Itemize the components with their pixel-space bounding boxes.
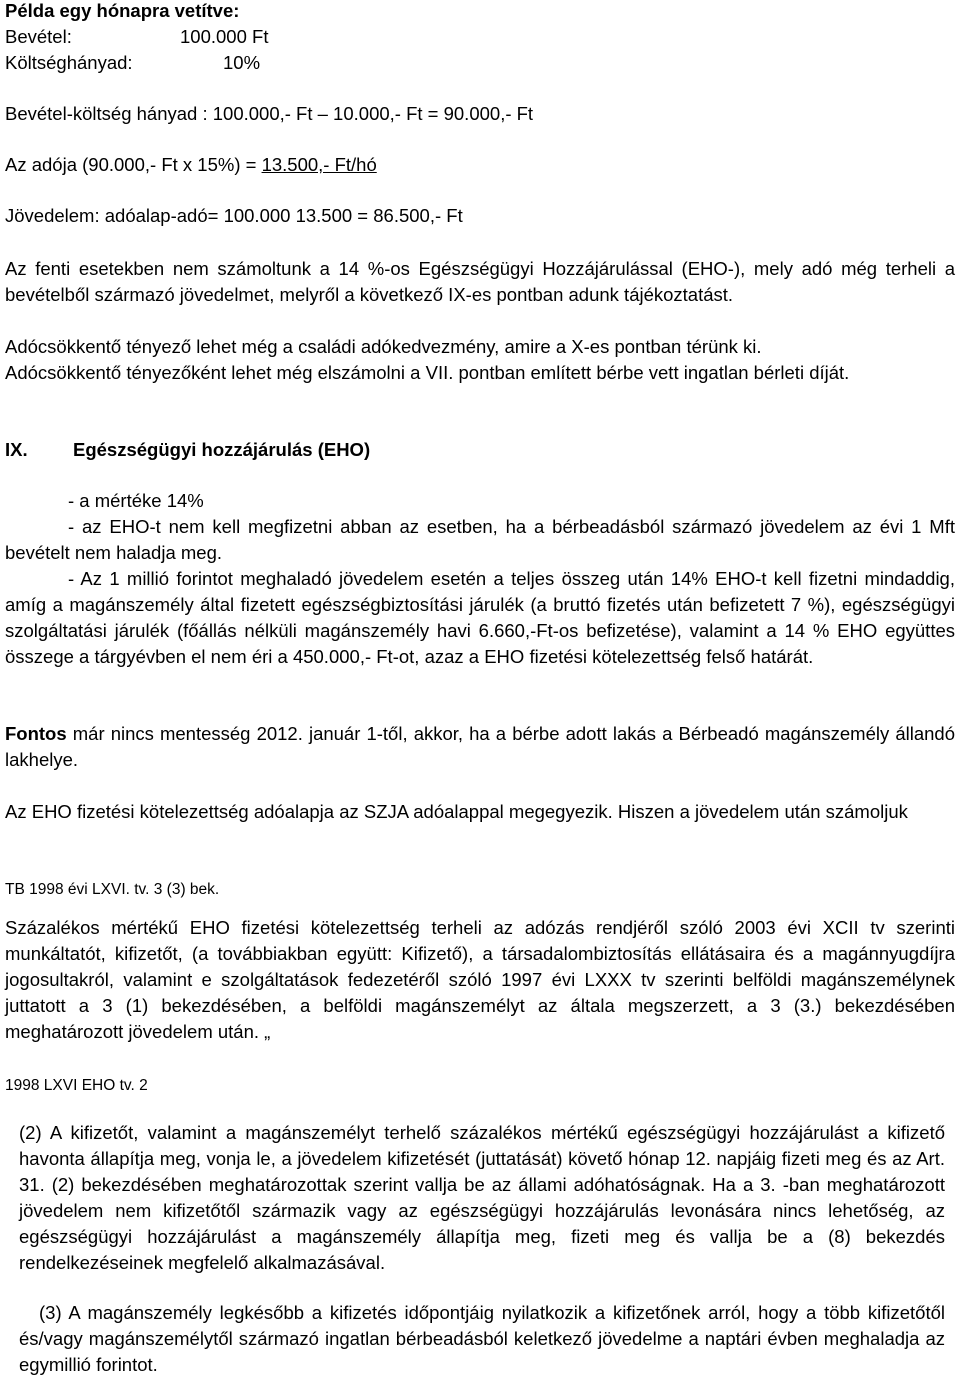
cost-line: [5, 50, 955, 76]
law-reference-tb: TB 1998 évi LXVI. tv. 3 (3) bek.: [5, 881, 220, 898]
quote-paragraph-3: (3) A magánszemély legkésőbb a kifizetés időpontjáig nyilatkozik a kifizetőnek arról, hogy a több kifizetőtől és/vagy magánszemélytől származó ingatlan bérbeadásból keletkező jövedelme a naptári évben meghaladja az egymillió forintot.: [19, 1302, 945, 1375]
cost-label: Költséghányad:: [5, 52, 133, 73]
income-label: Bevétel:: [5, 26, 72, 47]
section-heading: [5, 437, 955, 463]
eho-rate-item: - a mértéke 14%: [68, 490, 204, 511]
intro-paragraph-eho: Az fenti esetekben nem számoltunk a 14 %-os Egészségügyi Hozzájárulással (EHO-), mely adó még terheli a bevételből származó jövedelmet, melyről a következő IX-es pontban adunk tájékoztatást.: [5, 258, 955, 305]
law-paragraph: Százalékos mértékű EHO fizetési kötelezettség terheli az adózás rendjéről szóló 2003 évi XCII tv szerinti munkáltatót, kifizetőt, (a továbbiakban együtt: Kifizető), a társadalombiztosítás ellátásaira és a magánnyugdíjra jogosultakról, valamint e szolgáltatások fedezetéről szóló 1997 évi LXXX tv szerinti belföldi magánszemélynek juttatott a 3 (1) bekezdésében, a belföldi magánszemélyt az általa megszerzett, a 3 (3.) bekezdésében meghatározott jövedelem után. „: [5, 917, 955, 1042]
eho-threshold-item: - Az 1 millió forintot meghaladó jövedelem esetén a teljes összeg után 14% EHO-t kell fizetni mindaddig, amíg a magánszemély által fizetett egészségbiztosítási járulék (a bruttó fizetés után befizetett 7 %), egészségügyi szolgáltatási járulék (főállás nélküli magánszemély havi 6.660,-Ft-os befizetése), valamint a 14 % EHO együttes összege a tárgyévben el nem éri a 450.000,- Ft-ot, azaz a EHO fizetési kötelezettség felső határát.: [5, 568, 955, 667]
important-label: Fontos: [5, 723, 67, 744]
tax-line: Az adója (90.000,- Ft x 15%) = 13.500,- Ft/hó: [5, 154, 377, 175]
section-number: IX.: [5, 439, 28, 460]
quote-paragraph-2: (2) A kifizetőt, valamint a magánszemélyt terhelő százalékos mértékű egészségügyi hozzájárulást a kifizető havonta állapítja meg, vonja le, a jövedelem kifizetését (juttatását) követő hónap 12. napjáig fizeti meg és az Art. 31. (2) bekezdésében meghatározottak szerint vallja be az állami adóhatóságnak. Ha a 3. -ban meghatározott jövedelem nem kifizetőtől származik vagy az egészségügyi hozzájárulás levonására nincs lehetőség, az egészségügyi hozzájárulást a magánszemély állapítja meg, fizeti meg és vallja be a (8) bekezdés rendelkezéseinek megfelelő alkalmazásával.: [19, 1122, 945, 1273]
intro-paragraph-rent: Adócsökkentő tényezőként lehet még elszámolni a VII. pontban említett bérbe vett ingatlan bérleti díját.: [5, 362, 850, 383]
law-reference-eho: 1998 LXVI EHO tv. 2: [5, 1077, 148, 1094]
tax-value: 13.500,- Ft/hó: [261, 154, 377, 175]
intro-paragraph-family-allowance: Adócsökkentő tényező lehet még a családi adókedvezmény, amire a X-es pontban térünk ki.: [5, 336, 762, 357]
important-note: Fontos már nincs mentesség 2012. január 1-től, akkor, ha a bérbe adott lakás a Bérbeadó magánszemély állandó lakhelye.: [5, 723, 955, 770]
cost-ratio-line: Bevétel-költség hányad : 100.000,- Ft – 10.000,- Ft = 90.000,- Ft: [5, 103, 534, 124]
income-value: 100.000 Ft: [180, 26, 269, 47]
example-heading: Példa egy hónapra vetítve:: [5, 0, 240, 21]
net-income-line: Jövedelem: adóalap-adó= 100.000 13.500 = 86.500,- Ft: [5, 205, 463, 226]
eho-tax-basis-paragraph: Az EHO fizetési kötelezettség adóalapja az SZJA adóalappal megegyezik. Hiszen a jövedelem után számoljuk: [5, 801, 908, 822]
net-income-value: 100.000 13.500 = 86.500,- Ft: [223, 205, 463, 226]
cost-value: 10%: [223, 52, 261, 73]
eho-exemption-item: - az EHO-t nem kell megfizetni abban az esetben, ha a bérbeadásból származó jövedelem az évi 1 Mft bevételt nem haladja meg.: [5, 516, 955, 563]
section-title: Egészségügyi hozzájárulás (EHO): [73, 439, 371, 460]
income-line: [5, 24, 955, 50]
